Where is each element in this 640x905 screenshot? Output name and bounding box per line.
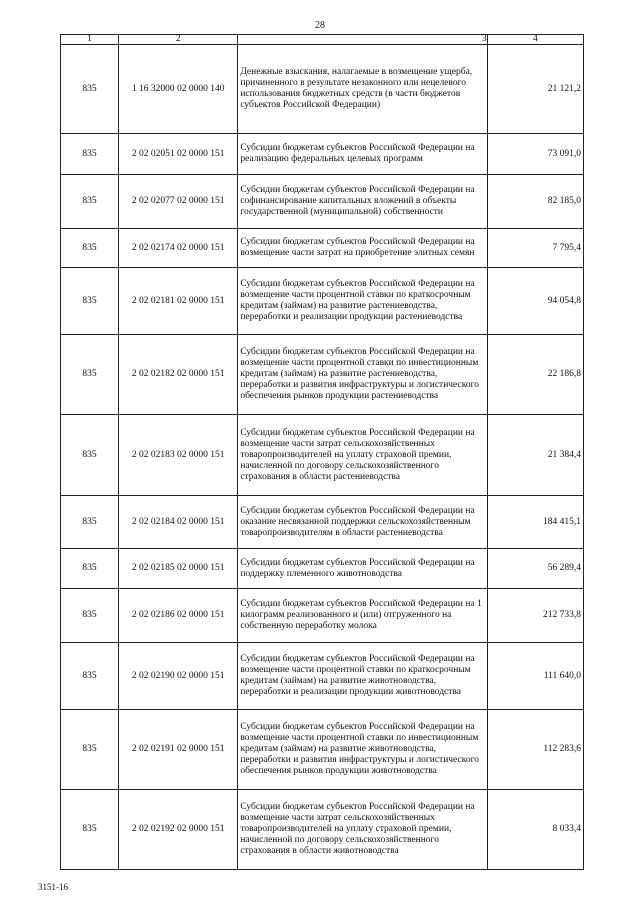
revenue-code-cell: 2 02 02184 02 0000 151 [119, 496, 238, 549]
admin-code-cell: 835 [61, 790, 119, 870]
admin-code-cell: 835 [61, 268, 119, 335]
table-row [61, 229, 584, 268]
revenue-code-cell: 1 16 32000 02 0000 140 [119, 45, 238, 134]
column-header-4: 4 [487, 35, 583, 45]
amount-cell: 22 186,8 [487, 335, 583, 415]
amount-cell: 94 054,8 [487, 268, 583, 335]
revenue-code-cell: 2 02 02077 02 0000 151 [119, 175, 238, 229]
amount-cell: 82 185,0 [487, 175, 583, 229]
admin-code-cell: 835 [61, 229, 119, 268]
revenue-code-cell: 2 02 02186 02 0000 151 [119, 589, 238, 643]
description-cell: Субсидии бюджетам субъектов Российской Федерации на возмещение части процентной ставки по инвестиционным кредитам (займам) на развитие животноводства, переработки и развития инфраструктуры и логистического обеспечения рынков продукции животноводства [238, 710, 487, 790]
revenue-code-cell: 2 02 02182 02 0000 151 [119, 335, 238, 415]
admin-code-cell: 835 [61, 710, 119, 790]
table-row [61, 335, 584, 415]
admin-code-cell: 835 [61, 589, 119, 643]
column-header-1: 1 [61, 35, 119, 45]
table-row [61, 45, 584, 134]
table-row [61, 643, 584, 710]
description-cell: Субсидии бюджетам субъектов Российской Федерации на софинансирование капитальных вложений в объекты государственной (муниципальной) собственности [238, 175, 487, 229]
admin-code-cell: 835 [61, 496, 119, 549]
description-cell: Субсидии бюджетам субъектов Российской Федерации на реализацию федеральных целевых программ [238, 134, 487, 175]
admin-code-cell: 835 [61, 549, 119, 589]
table-row [61, 549, 584, 589]
table-row [61, 268, 584, 335]
amount-cell: 21 121,2 [487, 45, 583, 134]
revenue-code-cell: 2 02 02181 02 0000 151 [119, 268, 238, 335]
description-cell: Субсидии бюджетам субъектов Российской Федерации на оказание несвязанной поддержки сельскохозяйственным товаропроизводителям в области растениеводства [238, 496, 487, 549]
amount-cell: 21 384,4 [487, 415, 583, 496]
admin-code-cell: 835 [61, 335, 119, 415]
table-row [61, 175, 584, 229]
description-cell: Субсидии бюджетам субъектов Российской Федерации на возмещение части затрат сельскохозяйственных товаропроизводителей на уплату страховой премии, начисленной по договору сельскохозяйственного страхования в области растениеводства [238, 415, 487, 496]
description-cell: Субсидии бюджетам субъектов Российской Федерации на возмещение части затрат сельскохозяйственных товаропроизводителей на уплату страховой премии, начисленной по договору сельскохозяйственного страхования в области животноводства [238, 790, 487, 870]
description-cell: Субсидии бюджетам субъектов Российской Федерации на возмещение части процентной ставки по краткосрочным кредитам (займам) на развитие животноводства, переработки и реализации продукции животноводства [238, 643, 487, 710]
revenue-code-cell: 2 02 02192 02 0000 151 [119, 790, 238, 870]
table-row [61, 415, 584, 496]
amount-cell: 7 795,4 [487, 229, 583, 268]
table-row [61, 710, 584, 790]
table-row [61, 134, 584, 175]
amount-cell: 184 415,1 [487, 496, 583, 549]
admin-code-cell: 835 [61, 175, 119, 229]
table-row [61, 496, 584, 549]
column-header-2: 2 [119, 35, 238, 45]
description-cell: Субсидии бюджетам субъектов Российской Федерации на возмещение части процентной ставки по краткосрочным кредитам (займам) на развитие растениеводства, переработки и реализации продукции растениеводства [238, 268, 487, 335]
description-cell: Субсидии бюджетам субъектов Российской Федерации на возмещение части затрат на приобретение элитных семян [238, 229, 487, 268]
column-header-3: 3 [238, 35, 487, 45]
revenue-code-cell: 2 02 02051 02 0000 151 [119, 134, 238, 175]
admin-code-cell: 835 [61, 415, 119, 496]
admin-code-cell: 835 [61, 134, 119, 175]
budget-revenue-table [60, 34, 584, 870]
amount-cell: 73 091,0 [487, 134, 583, 175]
revenue-code-cell: 2 02 02190 02 0000 151 [119, 643, 238, 710]
footer-document-code: 3151-16 [38, 882, 68, 892]
description-cell: Субсидии бюджетам субъектов Российской Федерации на 1 килограмм реализованного и (или) отгруженного на собственную переработку молока [238, 589, 487, 643]
amount-cell: 112 283,6 [487, 710, 583, 790]
page-number: 28 [315, 20, 325, 31]
description-cell: Субсидии бюджетам субъектов Российской Федерации на поддержку племенного животноводства [238, 549, 487, 589]
amount-cell: 56 289,4 [487, 549, 583, 589]
revenue-code-cell: 2 02 02185 02 0000 151 [119, 549, 238, 589]
table-row [61, 589, 584, 643]
table-row [61, 790, 584, 870]
revenue-code-cell: 2 02 02183 02 0000 151 [119, 415, 238, 496]
revenue-code-cell: 2 02 02174 02 0000 151 [119, 229, 238, 268]
amount-cell: 8 033,4 [487, 790, 583, 870]
description-cell: Денежные взыскания, налагаемые в возмещение ущерба, причиненного в результате незаконного или нецелевого использования бюджетных средств (в части бюджетов субъектов Российской Федерации) [238, 45, 487, 134]
amount-cell: 111 640,0 [487, 643, 583, 710]
admin-code-cell: 835 [61, 45, 119, 134]
description-cell: Субсидии бюджетам субъектов Российской Федерации на возмещение части процентной ставки по инвестиционным кредитам (займам) на развитие растениеводства, переработки и развития инфраструктуры и логистического обеспечения рынков продукции растениеводства [238, 335, 487, 415]
revenue-code-cell: 2 02 02191 02 0000 151 [119, 710, 238, 790]
table-header-row [61, 35, 584, 45]
admin-code-cell: 835 [61, 643, 119, 710]
amount-cell: 212 733,8 [487, 589, 583, 643]
